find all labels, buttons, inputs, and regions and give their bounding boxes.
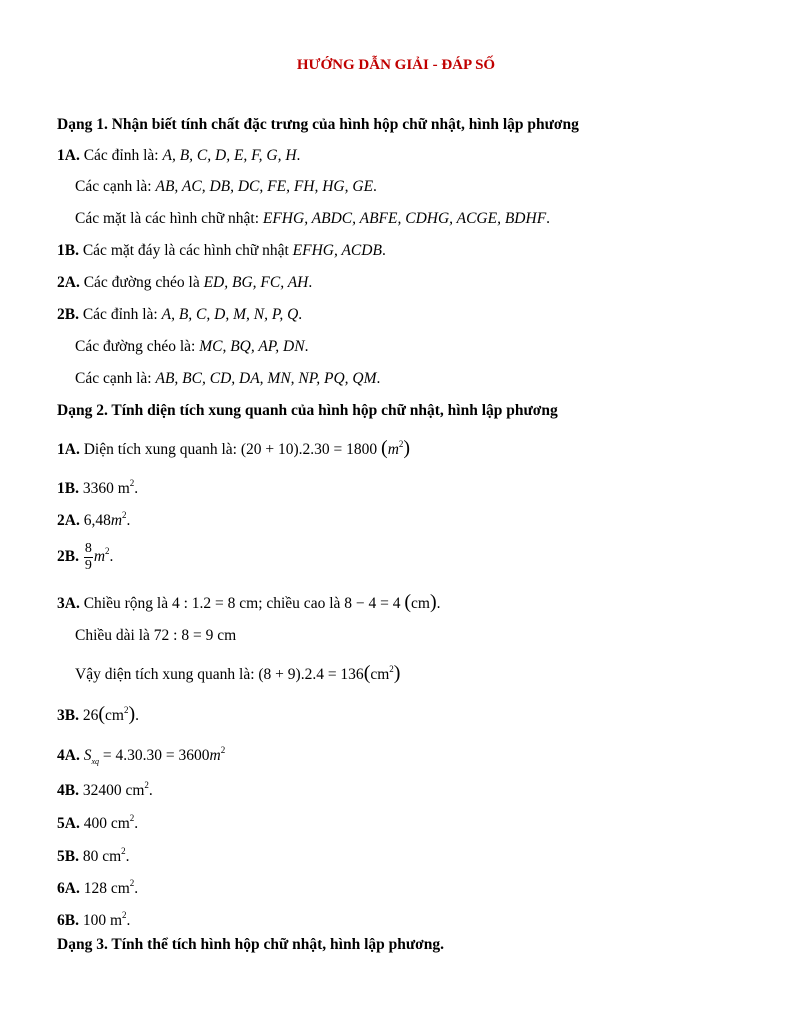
- page-title: HƯỚNG DẪN GIẢI - ĐÁP SỐ: [296, 57, 496, 73]
- answer-2-5b: 5B. 80 $cm^2$.: [57, 846, 130, 865]
- answer-2b-diagonals: Các đường chéo là: MC, BQ, AP, DN.: [75, 338, 309, 355]
- answer-2-3a-area: Vậy diện tích xung quanh là: $(8 + 9).2.4 = 136(cm^2)$: [75, 662, 401, 684]
- answer-2-2a: 2A. $6,48m^2$.: [57, 510, 131, 529]
- answer-1b: 1B. Các mặt đáy là các hình chữ nhật EFHG, ACDB.: [57, 242, 386, 259]
- answer-2b-edges: Các cạnh là: AB, BC, CD, DA, MN, NP, PQ, QM.: [75, 370, 381, 387]
- answer-2-3a: 3A. Chiều rộng là 4 : 1.2 = 8 cm; chiều cao là 8 − 4 = 4 (cm).: [57, 591, 441, 613]
- section-heading-dang-3: Dạng 3. Tính thể tích hình hộp chữ nhật, hình lập phương.: [57, 936, 445, 953]
- answer-2-4a: 4A. $S_{xq} = 4.30.30 = 3600m^2$: [57, 745, 226, 766]
- fraction: $\frac{8}{9}$: [84, 541, 92, 573]
- answer-2-4b: 4B. 32400 $cm^2$.: [57, 780, 153, 799]
- answer-1a-vertices: 1A. Các đỉnh là: A, B, C, D, E, F, G, H.: [57, 147, 301, 164]
- section-heading-dang-2: Dạng 2. Tính diện tích xung quanh của hình hộp chữ nhật, hình lập phương: [57, 402, 558, 419]
- answer-2-2b: 2B. $\frac{8}{9}$ $m^2$.: [57, 541, 114, 573]
- answer-2b-vertices: 2B. Các đỉnh là: A, B, C, D, M, N, P, Q.: [57, 306, 303, 323]
- answer-2-3a-length: Chiều dài là 72 : 8 = 9 cm: [75, 627, 237, 644]
- answer-2-6a: 6A. 128 $cm^2$.: [57, 878, 139, 897]
- answer-2-1b: 1B. 3360 $m^2$.: [57, 478, 139, 497]
- answer-1a-faces: Các mặt là các hình chữ nhật: EFHG, ABDC, ABFE, CDHG, ACGE, BDHF.: [75, 210, 551, 227]
- answer-2a: 2A. Các đường chéo là ED, BG, FC, AH.: [57, 274, 313, 291]
- answer-2-6b: 6B. 100 $m^2$.: [57, 910, 131, 929]
- answer-2-3b: 3B. $26(cm^2)$.: [57, 703, 139, 725]
- answer-2-5a: 5A. 400 $cm^2$.: [57, 813, 139, 832]
- answer-1a-edges: Các cạnh là: AB, AC, DB, DC, FE, FH, HG, GE.: [75, 178, 377, 195]
- section-heading-dang-1: Dạng 1. Nhận biết tính chất đặc trưng của hình hộp chữ nhật, hình lập phương: [57, 116, 579, 133]
- answer-2-1a: 1A. Diện tích xung quanh là: (20 + 10).2.30 = 1800 $(m^2)$: [57, 437, 411, 459]
